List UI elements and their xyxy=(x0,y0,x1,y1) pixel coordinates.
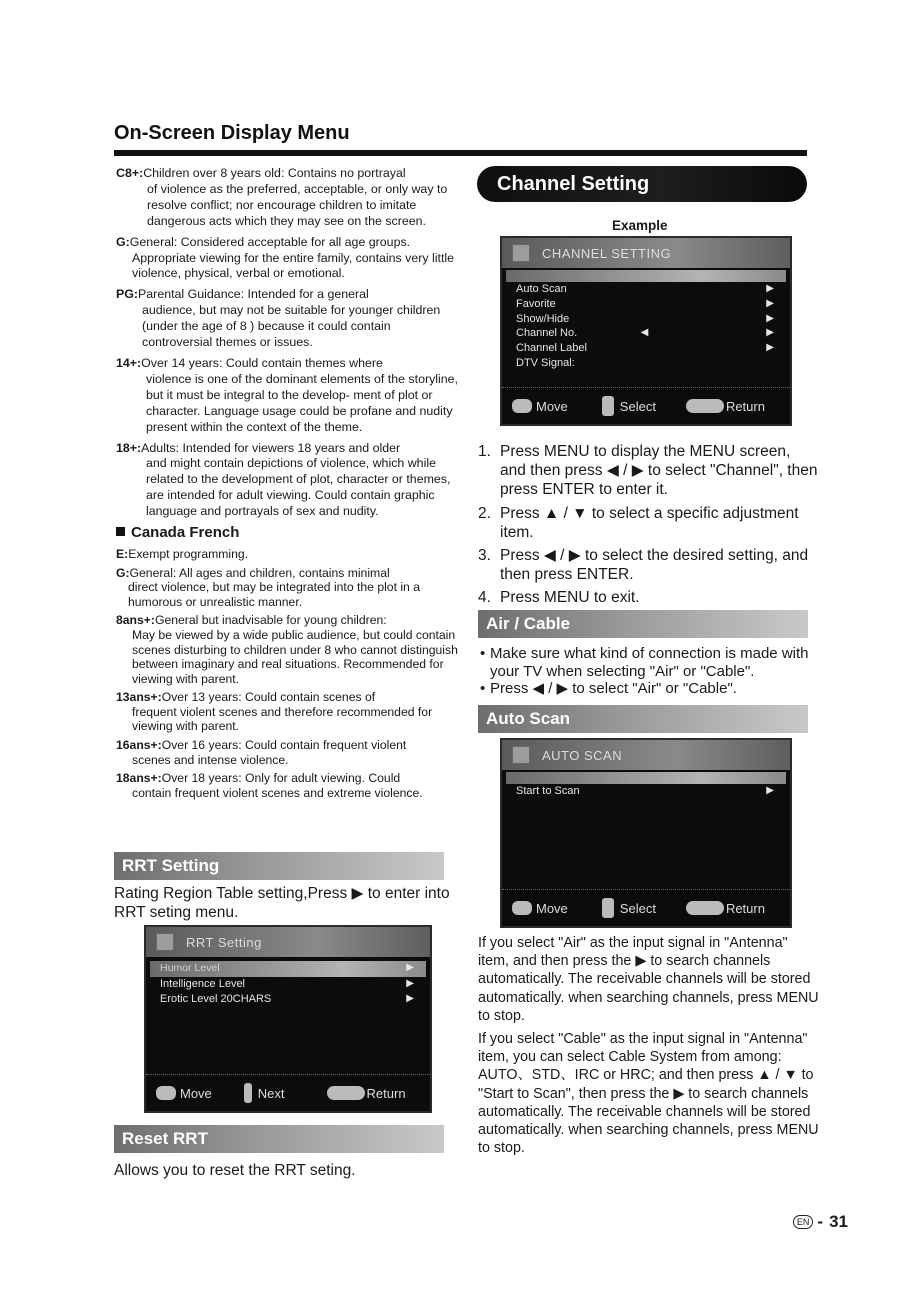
rating-text-cont: violence is one of the dominant elements of the storyline, but it must be integral to the develop- ment of plot or character. Language usage could be profane and nudity present within the context of the theme. xyxy=(146,371,459,434)
arrow-right-icon: ▶ xyxy=(406,992,414,1004)
step-item: 1. Press MENU to display the MENU screen, and then press ◀ / ▶ to select "Channel", then press ENTER to enter it. xyxy=(478,443,818,499)
rating-entry xyxy=(116,441,458,521)
arrow-left-icon: ◀ xyxy=(640,327,649,339)
channel-setting-title: Channel Setting xyxy=(477,166,807,202)
page-title: On-Screen Display Menu xyxy=(114,122,350,144)
step-item: 4. Press MENU to exit. xyxy=(478,589,640,607)
canada-ratings-list xyxy=(116,547,458,801)
rating-label: PG: xyxy=(116,287,139,302)
return-key-icon xyxy=(686,901,724,915)
reset-rrt-heading: Reset RRT xyxy=(114,1125,444,1153)
arrow-right-icon: ▶ xyxy=(766,327,774,339)
menu-highlight-bar xyxy=(506,270,786,282)
rating-entry xyxy=(116,166,458,230)
rating-text: Parental Guidance: Intended for a general xyxy=(138,287,369,302)
rating-text-cont: Appropriate viewing for the entire family, contains very little violence, physical, verbal or emotional. xyxy=(132,250,455,281)
menu-item[interactable]: Favorite ▶ xyxy=(516,297,774,310)
select-key: Select xyxy=(602,396,656,416)
rating-entry xyxy=(116,235,458,283)
rating-label: G: xyxy=(116,234,130,249)
rating-text-cont: and might contain depictions of violence, which while related to the development of plot, character or themes, are intended for adult viewing. Could contain graphic language and portrayals of sex and nudity. xyxy=(146,456,451,519)
air-cable-heading: Air / Cable xyxy=(478,610,808,638)
menu-item[interactable]: Erotic Level 20CHARS ▶ xyxy=(160,992,414,1005)
rating-text-cont: of violence as the preferred, acceptable, or only way to resolve conflict; nor encourage children to imitate dangerous acts which they may see on the screen. xyxy=(147,181,448,228)
select-key-icon xyxy=(602,898,614,918)
select-key-icon xyxy=(602,396,614,416)
screen-header: AUTO SCAN xyxy=(502,740,790,770)
menu-icon xyxy=(156,933,174,951)
return-key: Return xyxy=(686,399,765,414)
rating-text: Adults: Intended for viewers 18 years and older xyxy=(141,440,401,455)
canada-french-heading: Canada French xyxy=(116,525,458,541)
reset-rrt-description: Allows you to reset the RRT seting. xyxy=(114,1162,356,1179)
screen-footer xyxy=(502,387,790,424)
move-key-icon xyxy=(512,901,532,915)
air-cable-bullets xyxy=(480,645,820,698)
menu-item[interactable]: Auto Scan ▶ xyxy=(516,283,774,295)
move-key: Move xyxy=(156,1086,212,1101)
auto-scan-screen xyxy=(500,738,792,928)
return-key: Return xyxy=(327,1086,406,1101)
ratings-column xyxy=(116,166,458,804)
language-badge: EN xyxy=(793,1215,814,1229)
rating-entry: 18ans+: Over 18 years: Only for adult viewing. Could contain frequent violent scenes and extreme violence. xyxy=(116,771,423,800)
step-item: 3. Press ◀ / ▶ to select the desired setting, and then press ENTER. xyxy=(478,547,809,584)
instruction-steps xyxy=(478,442,818,612)
arrow-right-icon: ▶ xyxy=(406,962,414,973)
rating-entry xyxy=(116,356,458,436)
arrow-right-icon: ▶ xyxy=(766,342,774,354)
step-item: 2. Press ▲ / ▼ to select a specific adjustment item. xyxy=(478,504,799,541)
arrow-right-icon: ▶ xyxy=(766,785,774,796)
screen-footer xyxy=(502,889,790,926)
us-ratings-list xyxy=(116,166,458,520)
rating-text-cont: audience, but may not be suitable for younger children (under the age of 8 ) because it could contain controversial themes or issues. xyxy=(142,303,441,350)
rating-entry: E: Exempt programming. xyxy=(116,546,249,561)
rrt-description: Rating Region Table setting,Press ▶ to enter into RRT seting menu. xyxy=(114,885,450,921)
rating-label: 14+: xyxy=(116,355,142,370)
next-key-icon xyxy=(244,1083,252,1103)
menu-item[interactable]: Show/Hide ▶ xyxy=(516,312,774,325)
rating-entry: 16ans+: Over 16 years: Could contain frequent violent scenes and intense violence. xyxy=(116,738,407,767)
title-rule xyxy=(114,150,807,156)
menu-highlight-bar xyxy=(506,772,786,784)
rating-entry: 8ans+: General but inadvisable for young children: May be viewed by a wide public audience, but could contain scenes disturbing to children under 8 who cannot distinguish between imaginary and real situations. Recommended for viewing with parent. xyxy=(116,613,458,686)
rating-label: 18+: xyxy=(116,440,142,455)
paragraph: If you select "Air" as the input signal in "Antenna" item, and then press the ▶ to search channels automatically. The receivable channels will be stored automatically. when searching channels, press MENU to stop. xyxy=(478,935,819,1024)
menu-item[interactable]: Intelligence Level ▶ xyxy=(160,978,414,990)
bullet-item: • Make sure what kind of connection is made with your TV when selecting "Air" or "Cable". xyxy=(480,645,809,680)
return-key: Return xyxy=(686,901,765,916)
select-key: Select xyxy=(602,898,656,918)
rating-text: General: Considered acceptable for all age groups. xyxy=(129,234,411,249)
move-key-icon xyxy=(512,399,532,413)
menu-item[interactable]: Channel No. ◀ ▶ xyxy=(516,327,774,340)
return-key-icon xyxy=(686,399,724,413)
move-key-icon xyxy=(156,1086,176,1100)
example-label: Example xyxy=(612,218,668,233)
square-bullet-icon xyxy=(116,527,125,536)
rating-text: Over 14 years: Could contain themes where xyxy=(141,355,383,370)
screen-header: RRT Setting xyxy=(146,927,430,957)
auto-scan-heading: Auto Scan xyxy=(478,705,808,733)
menu-item-highlighted[interactable]: Humor Level ▶ xyxy=(150,961,426,977)
page-number: EN - 31 xyxy=(793,1212,848,1232)
rating-text: Children over 8 years old: Contains no portrayal xyxy=(143,166,406,180)
rrt-setting-screen xyxy=(144,925,432,1113)
rating-entry xyxy=(116,287,458,351)
rating-entry: 13ans+: Over 13 years: Could contain scenes of frequent violent scenes and therefore recommended for viewing with parent. xyxy=(116,690,433,734)
menu-item[interactable]: DTV Signal: xyxy=(516,356,575,369)
move-key: Move xyxy=(512,399,568,414)
menu-item[interactable]: Channel Label ▶ xyxy=(516,342,774,355)
move-key: Move xyxy=(512,901,568,916)
arrow-right-icon: ▶ xyxy=(766,283,774,294)
rrt-setting-heading: RRT Setting xyxy=(114,852,444,880)
arrow-right-icon: ▶ xyxy=(766,312,774,324)
paragraph: If you select "Cable" as the input signal in "Antenna" item, you can select Cable System from among: AUTO、STD、IRC or HRC; and then press ▲ / ▼ to "Start to Scan", then press the ▶ to search channels automatically. The receivable channels will be stored automatically. when searching channels, press MENU to stop. xyxy=(478,1031,819,1157)
next-key: Next xyxy=(244,1083,285,1103)
auto-scan-description xyxy=(478,934,820,1162)
menu-icon xyxy=(512,244,530,262)
screen-header: CHANNEL SETTING xyxy=(502,238,790,268)
rating-entry: G: General: All ages and children, contains minimal direct violence, but may be integrated into the plot in a humorous or unrealistic manner. xyxy=(116,565,421,609)
return-key-icon xyxy=(327,1086,365,1100)
rating-label: C8+: xyxy=(116,166,144,180)
screen-footer xyxy=(146,1074,430,1111)
arrow-right-icon: ▶ xyxy=(406,978,414,989)
arrow-right-icon: ▶ xyxy=(766,297,774,309)
bullet-item: • Press ◀ / ▶ to select "Air" or "Cable". xyxy=(480,680,737,697)
channel-setting-screen xyxy=(500,236,792,426)
menu-item[interactable]: Start to Scan ▶ xyxy=(516,785,774,797)
menu-icon xyxy=(512,746,530,764)
